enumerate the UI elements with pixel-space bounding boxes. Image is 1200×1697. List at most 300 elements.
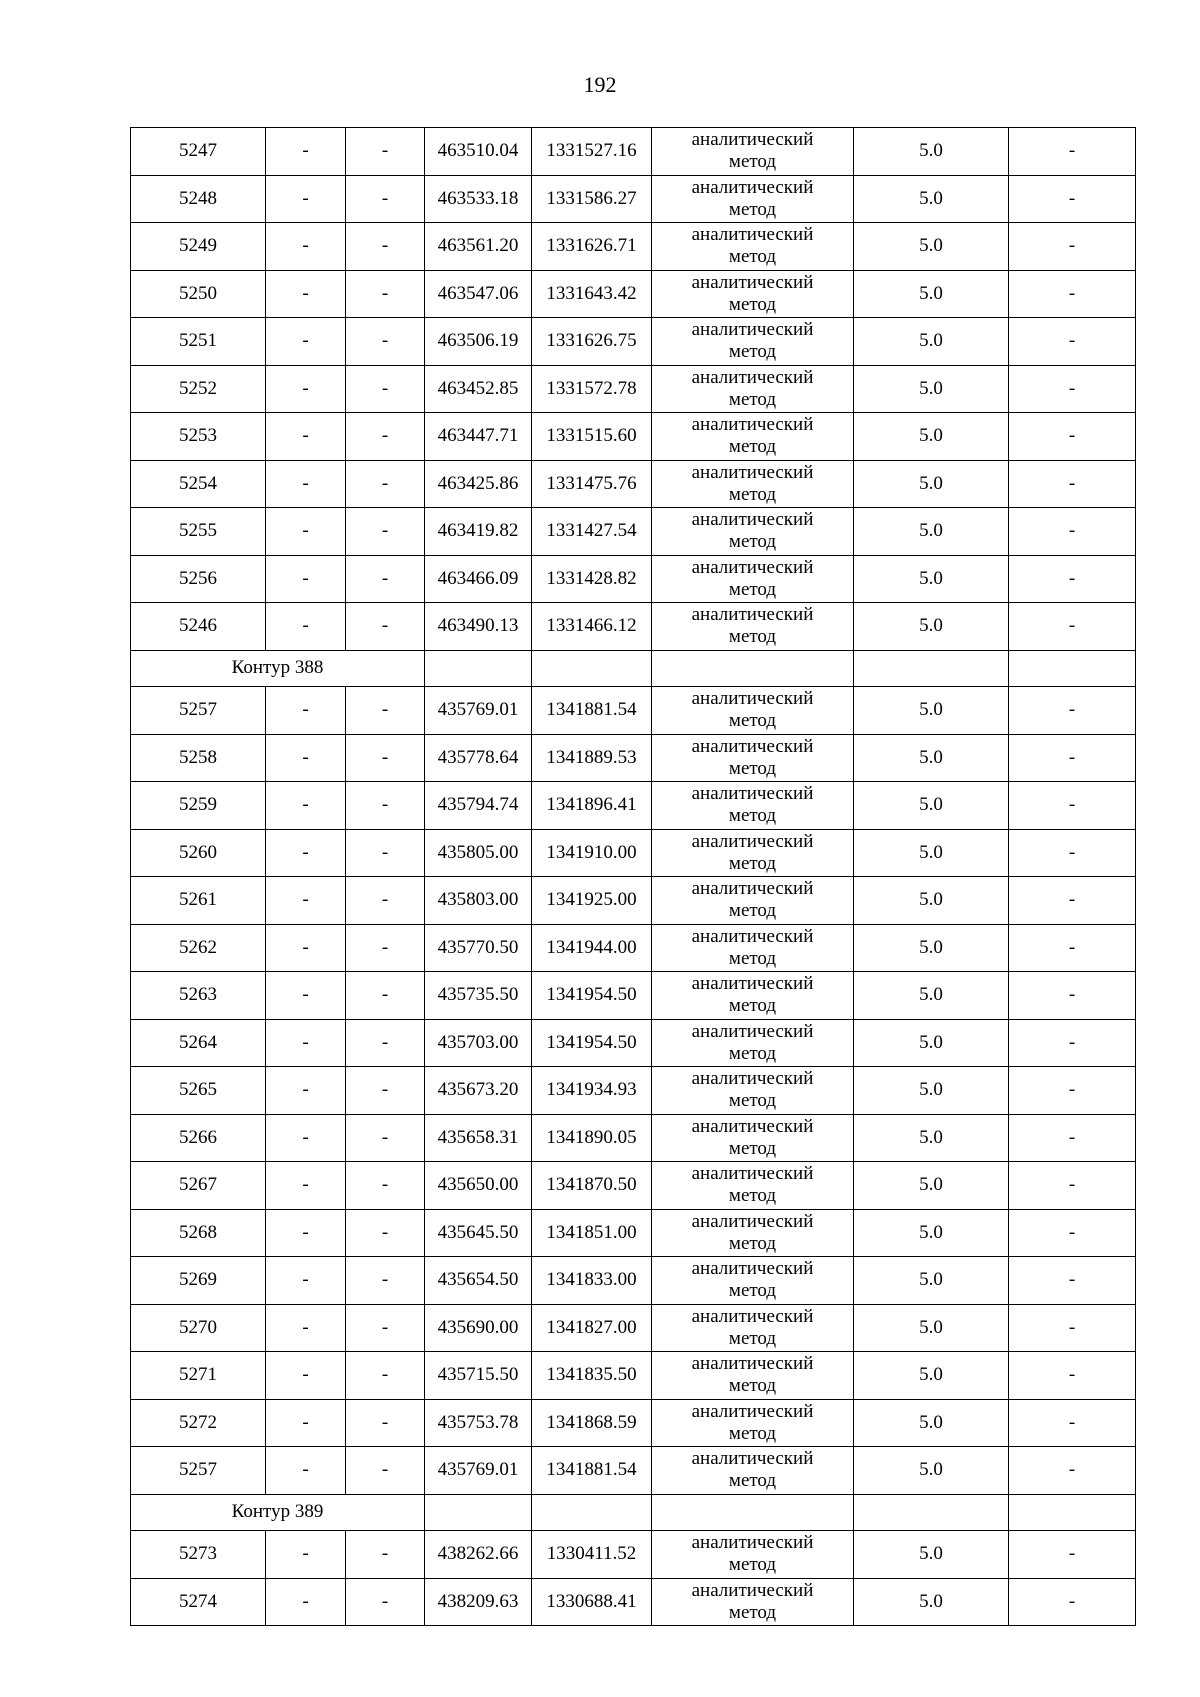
y-coordinate-cell: 1341827.00 [532, 1304, 652, 1352]
point-number-cell: 5254 [131, 460, 266, 508]
dash-cell: - [1009, 1067, 1136, 1115]
method-cell [652, 782, 854, 830]
method-line-2: метод [728, 151, 777, 173]
y-coordinate-cell: 1341934.93 [532, 1067, 652, 1115]
table-row [131, 413, 1136, 461]
accuracy-cell: 5.0 [854, 1578, 1009, 1626]
dash-cell: - [1009, 1578, 1136, 1626]
dash-cell: - [346, 1209, 425, 1257]
dash-cell: - [266, 1067, 346, 1115]
table-row [131, 555, 1136, 603]
method-line-1: аналитический [691, 878, 814, 900]
accuracy-cell: 5.0 [854, 734, 1009, 782]
method-line-1: аналитический [691, 414, 814, 436]
x-coordinate-cell: 435690.00 [425, 1304, 532, 1352]
table-row [131, 223, 1136, 271]
x-coordinate-cell: 435769.01 [425, 687, 532, 735]
method-line-2: метод [728, 1422, 777, 1444]
x-coordinate-cell: 463533.18 [425, 175, 532, 223]
method-line-1: аналитический [691, 319, 814, 341]
y-coordinate-cell: 1341896.41 [532, 782, 652, 830]
table-row [131, 318, 1136, 366]
dash-cell: - [346, 877, 425, 925]
point-number-cell: 5250 [131, 270, 266, 318]
empty-cell [652, 1494, 854, 1531]
table-row [131, 972, 1136, 1020]
point-number-cell: 5265 [131, 1067, 266, 1115]
empty-cell [425, 1494, 532, 1531]
accuracy-cell: 5.0 [854, 782, 1009, 830]
method-cell [652, 1162, 854, 1210]
point-number-cell: 5257 [131, 687, 266, 735]
dash-cell: - [1009, 128, 1136, 176]
method-line-1: аналитический [691, 129, 814, 151]
dash-cell: - [1009, 1399, 1136, 1447]
method-line-2: метод [728, 1327, 777, 1349]
y-coordinate-cell: 1331626.71 [532, 223, 652, 271]
point-number-cell: 5249 [131, 223, 266, 271]
point-number-cell: 5258 [131, 734, 266, 782]
dash-cell: - [1009, 318, 1136, 366]
point-number-cell: 5272 [131, 1399, 266, 1447]
dash-cell: - [1009, 1114, 1136, 1162]
point-number-cell: 5253 [131, 413, 266, 461]
method-line-2: метод [728, 947, 777, 969]
method-cell [652, 1399, 854, 1447]
accuracy-cell: 5.0 [854, 1352, 1009, 1400]
empty-cell [532, 1494, 652, 1531]
dash-cell: - [1009, 270, 1136, 318]
point-number-cell: 5269 [131, 1257, 266, 1305]
dash-cell: - [346, 1531, 425, 1579]
method-line-2: метод [728, 757, 777, 779]
empty-cell [532, 650, 652, 687]
method-line-1: аналитический [691, 925, 814, 947]
method-line-1: аналитический [691, 1258, 814, 1280]
y-coordinate-cell: 1341954.50 [532, 1019, 652, 1067]
x-coordinate-cell: 438262.66 [425, 1531, 532, 1579]
method-line-1: аналитический [691, 783, 814, 805]
table-row [131, 877, 1136, 925]
dash-cell: - [1009, 175, 1136, 223]
dash-cell: - [266, 829, 346, 877]
contour-header-row [131, 650, 1136, 687]
table-row [131, 1162, 1136, 1210]
x-coordinate-cell: 435770.50 [425, 924, 532, 972]
y-coordinate-cell: 1331428.82 [532, 555, 652, 603]
method-line-1: аналитический [691, 1448, 814, 1470]
accuracy-cell: 5.0 [854, 223, 1009, 271]
dash-cell: - [346, 460, 425, 508]
method-line-1: аналитический [691, 604, 814, 626]
dash-cell: - [346, 1257, 425, 1305]
method-line-1: аналитический [691, 1020, 814, 1042]
dash-cell: - [346, 734, 425, 782]
point-number-cell: 5251 [131, 318, 266, 366]
method-line-1: аналитический [691, 366, 814, 388]
dash-cell: - [266, 1447, 346, 1495]
dash-cell: - [346, 1162, 425, 1210]
method-line-2: метод [728, 900, 777, 922]
point-number-cell: 5270 [131, 1304, 266, 1352]
table-row [131, 508, 1136, 556]
dash-cell: - [1009, 508, 1136, 556]
dash-cell: - [1009, 1304, 1136, 1352]
method-line-2: метод [728, 483, 777, 505]
accuracy-cell: 5.0 [854, 365, 1009, 413]
point-number-cell: 5267 [131, 1162, 266, 1210]
method-line-2: метод [728, 995, 777, 1017]
method-cell [652, 972, 854, 1020]
table-row [131, 175, 1136, 223]
dash-cell: - [266, 782, 346, 830]
point-number-cell: 5260 [131, 829, 266, 877]
point-number-cell: 5273 [131, 1531, 266, 1579]
dash-cell: - [266, 924, 346, 972]
x-coordinate-cell: 435753.78 [425, 1399, 532, 1447]
dash-cell: - [346, 924, 425, 972]
method-cell [652, 1114, 854, 1162]
dash-cell: - [266, 1019, 346, 1067]
dash-cell: - [346, 1019, 425, 1067]
table-row [131, 460, 1136, 508]
accuracy-cell: 5.0 [854, 687, 1009, 735]
dash-cell: - [346, 603, 425, 651]
dash-cell: - [266, 603, 346, 651]
method-line-2: метод [728, 1470, 777, 1492]
table-row [131, 1304, 1136, 1352]
empty-cell [652, 650, 854, 687]
y-coordinate-cell: 1341881.54 [532, 1447, 652, 1495]
x-coordinate-cell: 463447.71 [425, 413, 532, 461]
contour-label: Контур 389 [131, 1494, 425, 1531]
y-coordinate-cell: 1341889.53 [532, 734, 652, 782]
empty-cell [1009, 1494, 1136, 1531]
dash-cell: - [346, 413, 425, 461]
method-cell [652, 1067, 854, 1115]
dash-cell: - [1009, 1162, 1136, 1210]
dash-cell: - [346, 972, 425, 1020]
y-coordinate-cell: 1331475.76 [532, 460, 652, 508]
method-line-2: метод [728, 293, 777, 315]
method-cell [652, 1304, 854, 1352]
accuracy-cell: 5.0 [854, 1209, 1009, 1257]
dash-cell: - [346, 1304, 425, 1352]
method-line-1: аналитический [691, 1353, 814, 1375]
dash-cell: - [1009, 1257, 1136, 1305]
y-coordinate-cell: 1331427.54 [532, 508, 652, 556]
method-cell [652, 1019, 854, 1067]
method-cell [652, 365, 854, 413]
x-coordinate-cell: 463419.82 [425, 508, 532, 556]
dash-cell: - [266, 1304, 346, 1352]
y-coordinate-cell: 1341925.00 [532, 877, 652, 925]
dash-cell: - [1009, 603, 1136, 651]
method-line-2: метод [728, 1090, 777, 1112]
y-coordinate-cell: 1331466.12 [532, 603, 652, 651]
method-line-2: метод [728, 1185, 777, 1207]
y-coordinate-cell: 1331515.60 [532, 413, 652, 461]
method-line-2: метод [728, 198, 777, 220]
dash-cell: - [346, 829, 425, 877]
y-coordinate-cell: 1331643.42 [532, 270, 652, 318]
y-coordinate-cell: 1341944.00 [532, 924, 652, 972]
accuracy-cell: 5.0 [854, 413, 1009, 461]
point-number-cell: 5264 [131, 1019, 266, 1067]
dash-cell: - [266, 877, 346, 925]
dash-cell: - [266, 270, 346, 318]
dash-cell: - [346, 270, 425, 318]
dash-cell: - [266, 318, 346, 366]
accuracy-cell: 5.0 [854, 1531, 1009, 1579]
accuracy-cell: 5.0 [854, 1019, 1009, 1067]
dash-cell: - [346, 1067, 425, 1115]
method-line-1: аналитический [691, 1210, 814, 1232]
table-row [131, 365, 1136, 413]
accuracy-cell: 5.0 [854, 924, 1009, 972]
method-line-2: метод [728, 805, 777, 827]
dash-cell: - [346, 1578, 425, 1626]
accuracy-cell: 5.0 [854, 460, 1009, 508]
y-coordinate-cell: 1341870.50 [532, 1162, 652, 1210]
point-number-cell: 5248 [131, 175, 266, 223]
method-line-2: метод [728, 1137, 777, 1159]
dash-cell: - [266, 972, 346, 1020]
contour-label: Контур 388 [131, 650, 425, 687]
method-line-2: метод [728, 578, 777, 600]
table-row [131, 1578, 1136, 1626]
dash-cell: - [266, 365, 346, 413]
dash-cell: - [266, 508, 346, 556]
dash-cell: - [1009, 829, 1136, 877]
y-coordinate-cell: 1341954.50 [532, 972, 652, 1020]
dash-cell: - [346, 687, 425, 735]
y-coordinate-cell: 1341833.00 [532, 1257, 652, 1305]
method-line-1: аналитический [691, 1068, 814, 1090]
method-line-2: метод [728, 1554, 777, 1576]
method-cell [652, 1209, 854, 1257]
dash-cell: - [1009, 687, 1136, 735]
empty-cell [425, 650, 532, 687]
dash-cell: - [266, 1399, 346, 1447]
method-line-1: аналитический [691, 1579, 814, 1601]
method-line-1: аналитический [691, 224, 814, 246]
empty-cell [1009, 650, 1136, 687]
dash-cell: - [266, 1352, 346, 1400]
coordinates-table [130, 127, 1136, 1626]
point-number-cell: 5257 [131, 1447, 266, 1495]
dash-cell: - [346, 782, 425, 830]
point-number-cell: 5246 [131, 603, 266, 651]
y-coordinate-cell: 1341890.05 [532, 1114, 652, 1162]
method-line-1: аналитический [691, 509, 814, 531]
method-cell [652, 877, 854, 925]
x-coordinate-cell: 435715.50 [425, 1352, 532, 1400]
dash-cell: - [1009, 223, 1136, 271]
method-line-2: метод [728, 1232, 777, 1254]
point-number-cell: 5261 [131, 877, 266, 925]
y-coordinate-cell: 1331572.78 [532, 365, 652, 413]
method-line-2: метод [728, 1601, 777, 1623]
y-coordinate-cell: 1341910.00 [532, 829, 652, 877]
y-coordinate-cell: 1331586.27 [532, 175, 652, 223]
method-cell [652, 460, 854, 508]
accuracy-cell: 5.0 [854, 829, 1009, 877]
dash-cell: - [266, 734, 346, 782]
method-cell [652, 128, 854, 176]
dash-cell: - [266, 1114, 346, 1162]
method-cell [652, 1531, 854, 1579]
y-coordinate-cell: 1330688.41 [532, 1578, 652, 1626]
method-line-2: метод [728, 531, 777, 553]
method-line-1: аналитический [691, 271, 814, 293]
dash-cell: - [266, 175, 346, 223]
method-cell [652, 1257, 854, 1305]
dash-cell: - [266, 413, 346, 461]
point-number-cell: 5255 [131, 508, 266, 556]
point-number-cell: 5247 [131, 128, 266, 176]
dash-cell: - [346, 365, 425, 413]
dash-cell: - [266, 1578, 346, 1626]
dash-cell: - [1009, 782, 1136, 830]
dash-cell: - [266, 1531, 346, 1579]
table-row [131, 734, 1136, 782]
x-coordinate-cell: 463466.09 [425, 555, 532, 603]
dash-cell: - [1009, 1352, 1136, 1400]
dash-cell: - [266, 1162, 346, 1210]
table-row [131, 782, 1136, 830]
dash-cell: - [1009, 1531, 1136, 1579]
accuracy-cell: 5.0 [854, 270, 1009, 318]
x-coordinate-cell: 435769.01 [425, 1447, 532, 1495]
dash-cell: - [346, 1114, 425, 1162]
x-coordinate-cell: 435703.00 [425, 1019, 532, 1067]
dash-cell: - [346, 508, 425, 556]
dash-cell: - [1009, 1447, 1136, 1495]
method-cell [652, 270, 854, 318]
x-coordinate-cell: 438209.63 [425, 1578, 532, 1626]
accuracy-cell: 5.0 [854, 1399, 1009, 1447]
y-coordinate-cell: 1330411.52 [532, 1531, 652, 1579]
method-line-1: аналитический [691, 1115, 814, 1137]
accuracy-cell: 5.0 [854, 877, 1009, 925]
method-line-2: метод [728, 710, 777, 732]
method-line-1: аналитический [691, 1400, 814, 1422]
dash-cell: - [1009, 555, 1136, 603]
method-line-1: аналитический [691, 735, 814, 757]
method-cell [652, 555, 854, 603]
accuracy-cell: 5.0 [854, 1067, 1009, 1115]
table-row [131, 687, 1136, 735]
accuracy-cell: 5.0 [854, 128, 1009, 176]
table-row [131, 1114, 1136, 1162]
table-row [131, 1352, 1136, 1400]
accuracy-cell: 5.0 [854, 1304, 1009, 1352]
method-line-1: аналитический [691, 556, 814, 578]
accuracy-cell: 5.0 [854, 1162, 1009, 1210]
dash-cell: - [266, 460, 346, 508]
y-coordinate-cell: 1341881.54 [532, 687, 652, 735]
dash-cell: - [1009, 365, 1136, 413]
table-row [131, 1019, 1136, 1067]
table-row [131, 1067, 1136, 1115]
method-line-2: метод [728, 436, 777, 458]
x-coordinate-cell: 435654.50 [425, 1257, 532, 1305]
method-line-2: метод [728, 1375, 777, 1397]
table-row [131, 829, 1136, 877]
method-line-1: аналитический [691, 973, 814, 995]
table-row [131, 1447, 1136, 1495]
method-line-2: метод [728, 1280, 777, 1302]
accuracy-cell: 5.0 [854, 603, 1009, 651]
method-cell [652, 175, 854, 223]
dash-cell: - [346, 318, 425, 366]
method-cell [652, 1352, 854, 1400]
method-line-1: аналитический [691, 688, 814, 710]
dash-cell: - [346, 128, 425, 176]
method-line-2: метод [728, 246, 777, 268]
y-coordinate-cell: 1341835.50 [532, 1352, 652, 1400]
method-cell [652, 687, 854, 735]
method-line-1: аналитический [691, 830, 814, 852]
dash-cell: - [1009, 460, 1136, 508]
x-coordinate-cell: 435645.50 [425, 1209, 532, 1257]
x-coordinate-cell: 435805.00 [425, 829, 532, 877]
point-number-cell: 5268 [131, 1209, 266, 1257]
dash-cell: - [1009, 972, 1136, 1020]
method-line-2: метод [728, 1042, 777, 1064]
point-number-cell: 5256 [131, 555, 266, 603]
point-number-cell: 5252 [131, 365, 266, 413]
dash-cell: - [266, 555, 346, 603]
method-line-2: метод [728, 626, 777, 648]
method-line-1: аналитический [691, 1163, 814, 1185]
dash-cell: - [1009, 413, 1136, 461]
dash-cell: - [346, 1352, 425, 1400]
page-number: 192 [583, 72, 617, 97]
x-coordinate-cell: 463561.20 [425, 223, 532, 271]
method-cell [652, 1447, 854, 1495]
table-row [131, 270, 1136, 318]
x-coordinate-cell: 435803.00 [425, 877, 532, 925]
accuracy-cell: 5.0 [854, 1447, 1009, 1495]
y-coordinate-cell: 1341851.00 [532, 1209, 652, 1257]
dash-cell: - [266, 1257, 346, 1305]
dash-cell: - [346, 1399, 425, 1447]
method-cell [652, 734, 854, 782]
point-number-cell: 5271 [131, 1352, 266, 1400]
accuracy-cell: 5.0 [854, 1114, 1009, 1162]
accuracy-cell: 5.0 [854, 555, 1009, 603]
method-cell [652, 508, 854, 556]
x-coordinate-cell: 435735.50 [425, 972, 532, 1020]
table-row [131, 128, 1136, 176]
y-coordinate-cell: 1331527.16 [532, 128, 652, 176]
method-line-2: метод [728, 341, 777, 363]
dash-cell: - [266, 1209, 346, 1257]
accuracy-cell: 5.0 [854, 508, 1009, 556]
x-coordinate-cell: 463490.13 [425, 603, 532, 651]
table-row [131, 1399, 1136, 1447]
x-coordinate-cell: 463506.19 [425, 318, 532, 366]
method-cell [652, 924, 854, 972]
x-coordinate-cell: 463425.86 [425, 460, 532, 508]
point-number-cell: 5266 [131, 1114, 266, 1162]
method-line-1: аналитический [691, 1305, 814, 1327]
x-coordinate-cell: 435673.20 [425, 1067, 532, 1115]
y-coordinate-cell: 1341868.59 [532, 1399, 652, 1447]
table-row [131, 603, 1136, 651]
